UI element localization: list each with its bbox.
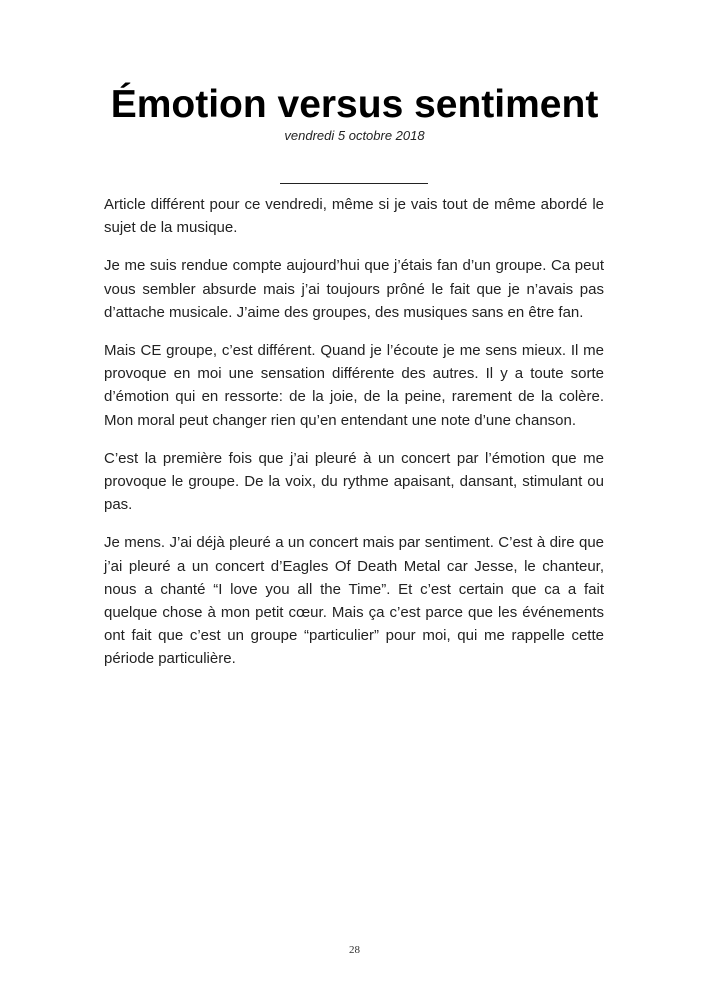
paragraph-2: Je me suis rendue compte aujourd’hui que j’étais fan d’un groupe. Ca peut vous sembler absurde mais j’ai toujours prôné le fait que je n’avais pas d’attache musicale. J’aime des groupes, des musiques sans en être fan. (104, 257, 604, 321)
title-separator (280, 183, 428, 184)
paragraph-1: Article différent pour ce vendredi, même si je vais tout de même abordé le sujet de la musique. (104, 196, 604, 237)
paragraph-3: Mais CE groupe, c’est différent. Quand je l’écoute je me sens mieux. Il me provoque en moi une sensation différente des autres. Il y a toute sorte d’émotion qui en ressorte: de la joie, de la peine, rarement de la colère. Mon moral peut changer rien qu’en entendant une note d’une chanson. (104, 342, 604, 429)
paragraph-4: C’est la première fois que j’ai pleuré à un concert par l’émotion que me provoque le groupe. De la voix, du rythme apaisant, dansant, stimulant ou pas. (104, 449, 604, 514)
article-date: vendredi 5 octobre 2018 (284, 128, 425, 143)
article-body (104, 193, 604, 686)
paragraph-5: Je mens. J’ai déjà pleuré a un concert mais par sentiment. C’est à dire que j’ai pleuré a un concert d’Eagles Of Death Metal car Jesse, le chanteur, nous a chanté “I love you all the Time”. Et c’est certain que ca a fait quelque chose à mon petit cœur. Mais ça c’est parce que les événements ont fait que c’est un groupe “particulier” pour moi, qui me rappelle cette période particulière. (104, 534, 604, 668)
article-title: Émotion versus sentiment (110, 83, 599, 126)
page-number: 28 (349, 944, 360, 956)
